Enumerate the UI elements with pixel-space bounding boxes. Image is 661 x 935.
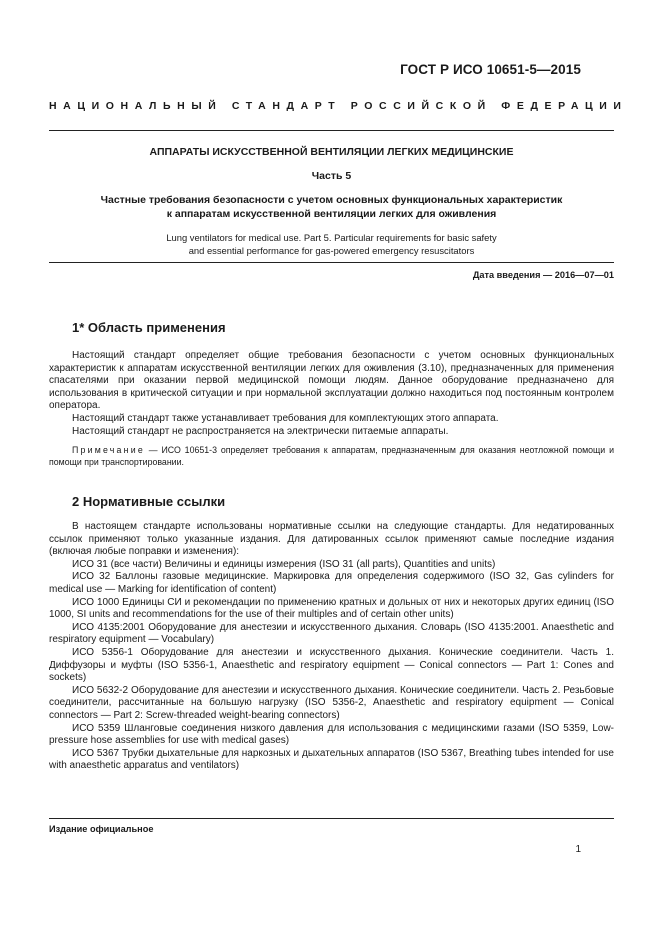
note [49, 445, 614, 468]
paragraph: Настоящий стандарт также устанавливает требования для комплектующих этого аппарата. [72, 412, 499, 424]
title-subtitle-line: Частные требования безопасности с учетом основных функциональных характеристик [100, 194, 563, 206]
title-subtitle [49, 193, 614, 221]
note-text: — ИСО 10651-3 определяет требования к аппаратам, предназначенным для оказания неотложной помощи и помощи при транспортировании. [49, 445, 614, 467]
page-number: 1 [575, 844, 581, 855]
title-english-line: Lung ventilators for medical use. Part 5. Particular requirements for basic safety [166, 232, 497, 243]
note-label: Примечание [72, 445, 145, 456]
document-code: ГОСТ Р ИСО 10651-5—2015 [400, 62, 581, 77]
edition-label: Издание официальное [49, 824, 154, 834]
reference-item: ИСО 5359 Шланговые соединения низкого давления для использования с медицинскими газами (ISO 5359, Low-pressure hose assemblies for use with medical gases) [49, 722, 614, 747]
reference-item: ИСО 32 Баллоны газовые медицинские. Маркировка для определения содержимого (ISO 32, Gas cylinders for medical use — Marking for identification of content) [49, 571, 614, 595]
section-2-body [49, 521, 614, 773]
top-divider [49, 130, 614, 131]
section-2 [49, 494, 614, 510]
title-english-line: and essential performance for gas-powered emergency resuscitators [188, 245, 475, 256]
paragraph: В настоящем стандарте использованы нормативные ссылки на следующие стандарты. Для недатированных ссылок применяют только указанные издания. Для датированных ссылок применяют самые последние издания (включая любые поправки и изменения): [49, 521, 614, 558]
section-heading: 2 Нормативные ссылки [72, 494, 226, 509]
title-block [49, 145, 614, 257]
footer-divider [49, 818, 614, 819]
national-standard-label: НАЦИОНАЛЬНЫЙ СТАНДАРТ РОССИЙСКОЙ ФЕДЕРАЦИИ [49, 100, 628, 112]
title-bottom-divider [49, 262, 614, 263]
section-heading: 1* Область применения [72, 320, 226, 335]
reference-item: ИСО 31 (все части) Величины и единицы измерения (ISO 31 (all parts), Quantities and units) [72, 558, 496, 570]
title-subtitle-line: к аппаратам искусственной вентиляции легких для оживления [166, 208, 497, 220]
reference-item: ИСО 5367 Трубки дыхательные для наркозных и дыхательных аппаратов (ISO 5367, Breathing tubes intended for use with anaesthetic apparatus and ventilators) [49, 747, 614, 772]
reference-item: ИСО 4135:2001 Оборудование для анестезии и искусственного дыхания. Словарь (ISO 4135:2001. Anaesthetic and respiratory equipment — Vocabulary) [49, 621, 614, 646]
title-part: Часть 5 [311, 170, 352, 182]
paragraph: Настоящий стандарт определяет общие требования безопасности с учетом основных функциональных характеристик к аппаратам искусственной вентиляции легких для оживления (3.10), предназначенных для применения спасателями при оказании первой медицинской помощи людям. Данное оборудование предназначено для использования в критической ситуации и при нормальной эксплуатации должно находиться под постоянным контролем оператора. [49, 350, 614, 412]
reference-item: ИСО 5356-1 Оборудование для анестезии и искусственного дыхания. Конические соединители. Часть 1. Диффузоры и муфты (ISO 5356-1, Anaesthetic and respiratory equipment — Conical connectors — Part 1: Cones and sockets) [49, 646, 614, 684]
reference-item: ИСО 1000 Единицы СИ и рекомендации по применению кратных и дольных от них и некоторых других единиц (ISO 1000, SI units and recommendations for the use of their multiples and of certain other units) [49, 596, 614, 621]
section-1-body [49, 350, 614, 468]
title-main: АППАРАТЫ ИСКУССТВЕННОЙ ВЕНТИЛЯЦИИ ЛЕГКИХ МЕДИЦИНСКИЕ [149, 146, 514, 158]
reference-item: ИСО 5632-2 Оборудование для анестезии и искусственного дыхания. Конические соединители. Часть 2. Резьбовые соединители, рассчитанные на большую нагрузку (ISO 5356-2, Anaesthetic and respiratory equipment — Conical connectors — Part 2: Screw-threaded weight-bearing connectors) [49, 684, 614, 721]
paragraph: Настоящий стандарт не распространяется на электрически питаемые аппараты. [72, 425, 449, 437]
introduction-date: Дата введения — 2016—07—01 [472, 270, 614, 280]
title-english [49, 231, 614, 257]
section-1 [49, 320, 614, 336]
